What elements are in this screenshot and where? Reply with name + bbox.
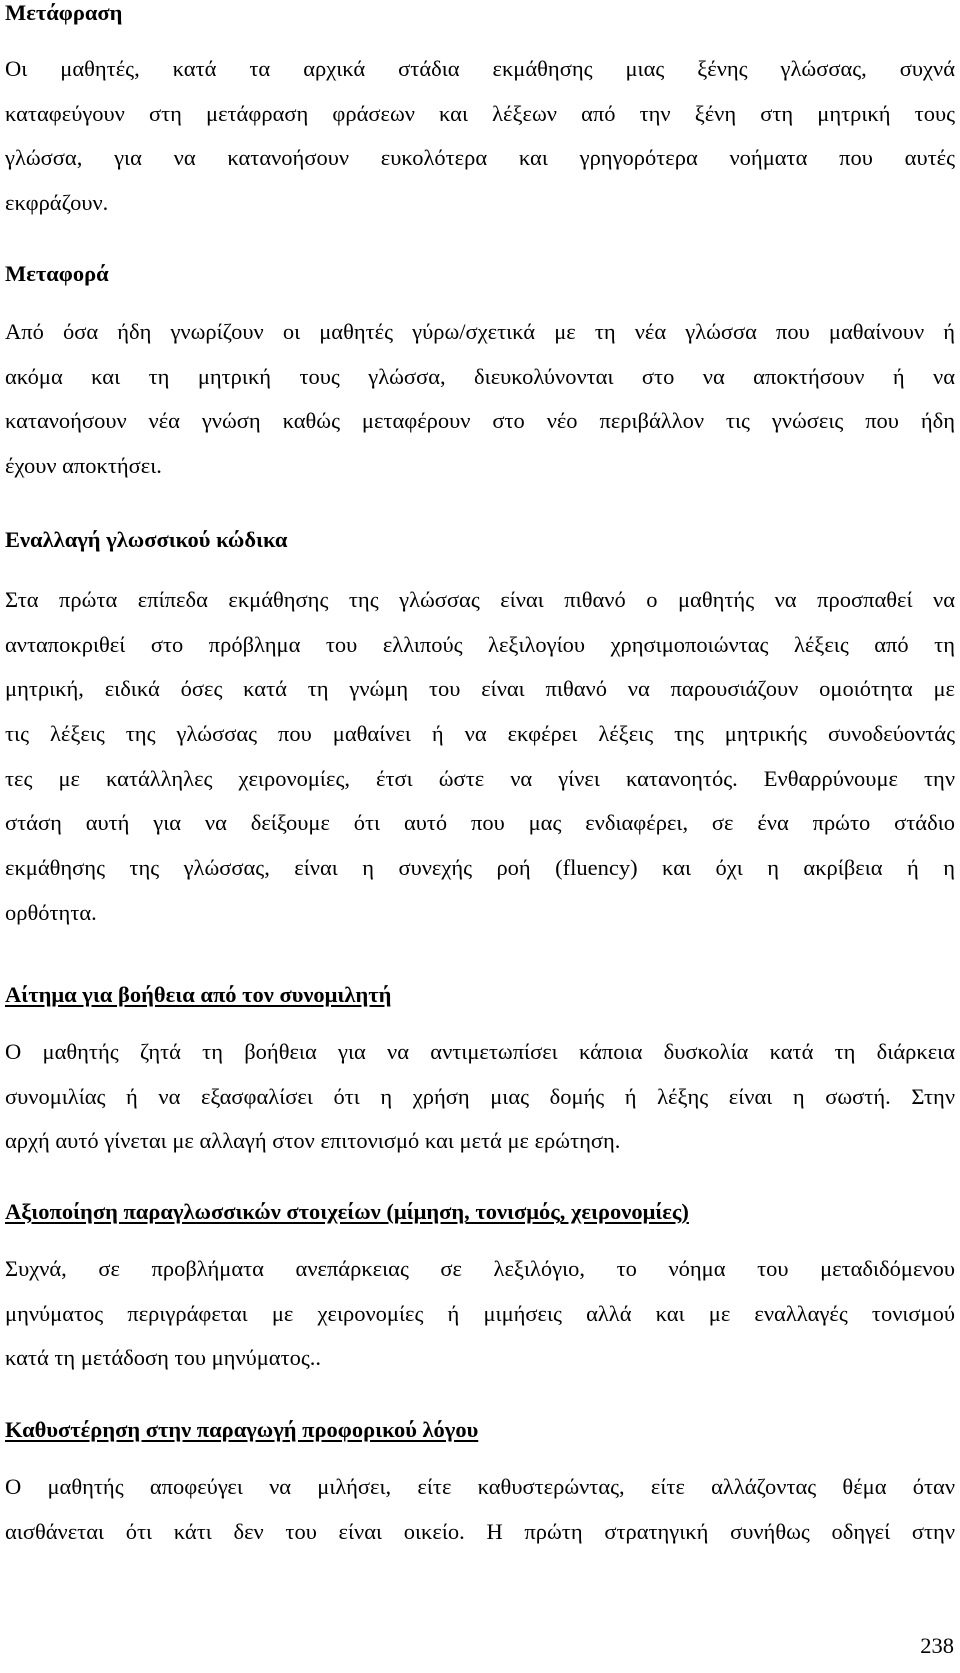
paragraph-line: αισθάνεται ότι κάτι δεν του είναι οικείο. Η πρώτη στρατηγική συνήθως οδηγεί στην [5,1518,955,1544]
paragraph-line: γλώσσα, για να κατανοήσουν ευκολότερα και γρηγορότερα νοήματα που αυτές [5,145,955,171]
paragraph-line: έχουν αποκτήσει. [5,453,162,479]
paragraph-line: συνομιλίας ή να εξασφαλίσει ότι η χρήση μιας δομής ή λέξης είναι η σωστή. Στην [5,1083,955,1109]
paragraph-line: μηνύματος περιγράφεται με χειρονομίες ή μιμήσεις αλλά και με εναλλαγές τονισμού [5,1300,955,1326]
paragraph-line: μητρική, ειδικά όσες κατά τη γνώμη του είναι πιθανό να παρουσιάζουν ομοιότητα με [5,676,955,702]
paragraph-line: Οι μαθητές, κατά τα αρχικά στάδια εκμάθησης μιας ξένης γλώσσας, συχνά [5,56,955,81]
paragraph-line: εκμάθησης της γλώσσας, είναι η συνεχής ροή (fluency) και όχι η ακρίβεια ή η [5,855,955,881]
section-paragraph-paralinguistic [5,1247,955,1381]
section-paragraph-transfer [5,310,955,489]
section-paragraph-code-switching [5,578,955,936]
paragraph-line: αρχή αυτό γίνεται με αλλαγή στον επιτονισμό και μετά με ερώτηση. [5,1128,621,1154]
paragraph-line: κατανοήσουν νέα γνώση καθώς μεταφέρουν στο νέο περιβάλλον τις γνώσεις που ήδη [5,408,955,434]
section-heading-help-request: Αίτημα για βοήθεια από τον συνομιλητή [5,982,392,1007]
paragraph-line: ανταποκριθεί στο πρόβλημα του ελλιπούς λεξιλογίου χρησιμοποιώντας λέξεις από τη [5,631,955,657]
section-paragraph-help-request [5,1030,955,1164]
paragraph-line: ορθότητα. [5,899,97,925]
paragraph-line: Ο μαθητής αποφεύγει να μιλήσει, είτε καθυστερώντας, είτε αλλάζοντας θέμα όταν [5,1474,955,1499]
paragraph-line: τες με κατάλληλες χειρονομίες, έτσι ώστε να γίνει κατανοητός. Ενθαρρύνουμε την [5,765,955,791]
paragraph-line: κατά τη μετάδοση του μηνύματος.. [5,1345,322,1371]
section-paragraph-translation [5,47,955,226]
section-heading-transfer: Μεταφορά [5,261,109,286]
paragraph-line: ακόμα και τη μητρική τους γλώσσα, διευκολύνονται στο να αποκτήσουν ή να [5,363,955,389]
section-heading-translation: Μετάφραση [5,0,123,25]
paragraph-line: Ο μαθητής ζητά τη βοήθεια για να αντιμετωπίσει κάποια δυσκολία κατά τη διάρκεια [5,1039,955,1064]
page-number: 238 [920,1633,954,1658]
paragraph-line: Από όσα ήδη γνωρίζουν οι μαθητές γύρω/σχετικά με τη νέα γλώσσα που μαθαίνουν ή [5,319,955,344]
section-heading-delay: Καθυστέρηση στην παραγωγή προφορικού λόγου [5,1417,479,1442]
section-heading-paralinguistic: Αξιοποίηση παραγλωσσικών στοιχείων (μίμηση, τονισμός, χειρονομίες) [5,1199,689,1224]
paragraph-line: Συχνά, σε προβλήματα ανεπάρκειας σε λεξιλόγιο, το νόημα του μεταδιδόμενου [5,1256,955,1281]
paragraph-line: Στα πρώτα επίπεδα εκμάθησης της γλώσσας είναι πιθανό ο μαθητής να προσπαθεί να [5,587,955,612]
paragraph-line: καταφεύγουν στη μετάφραση φράσεων και λέξεων από την ξένη στη μητρική τους [5,100,955,126]
paragraph-line: τις λέξεις της γλώσσας που μαθαίνει ή να εκφέρει λέξεις της μητρικής συνοδεύοντάς [5,721,955,747]
paragraph-line: εκφράζουν. [5,190,109,216]
paragraph-line: στάση αυτή για να δείξουμε ότι αυτό που μας ενδιαφέρει, σε ένα πρώτο στάδιο [5,810,955,836]
section-heading-code-switching: Εναλλαγή γλωσσικού κώδικα [5,527,288,552]
section-paragraph-delay [5,1465,955,1554]
